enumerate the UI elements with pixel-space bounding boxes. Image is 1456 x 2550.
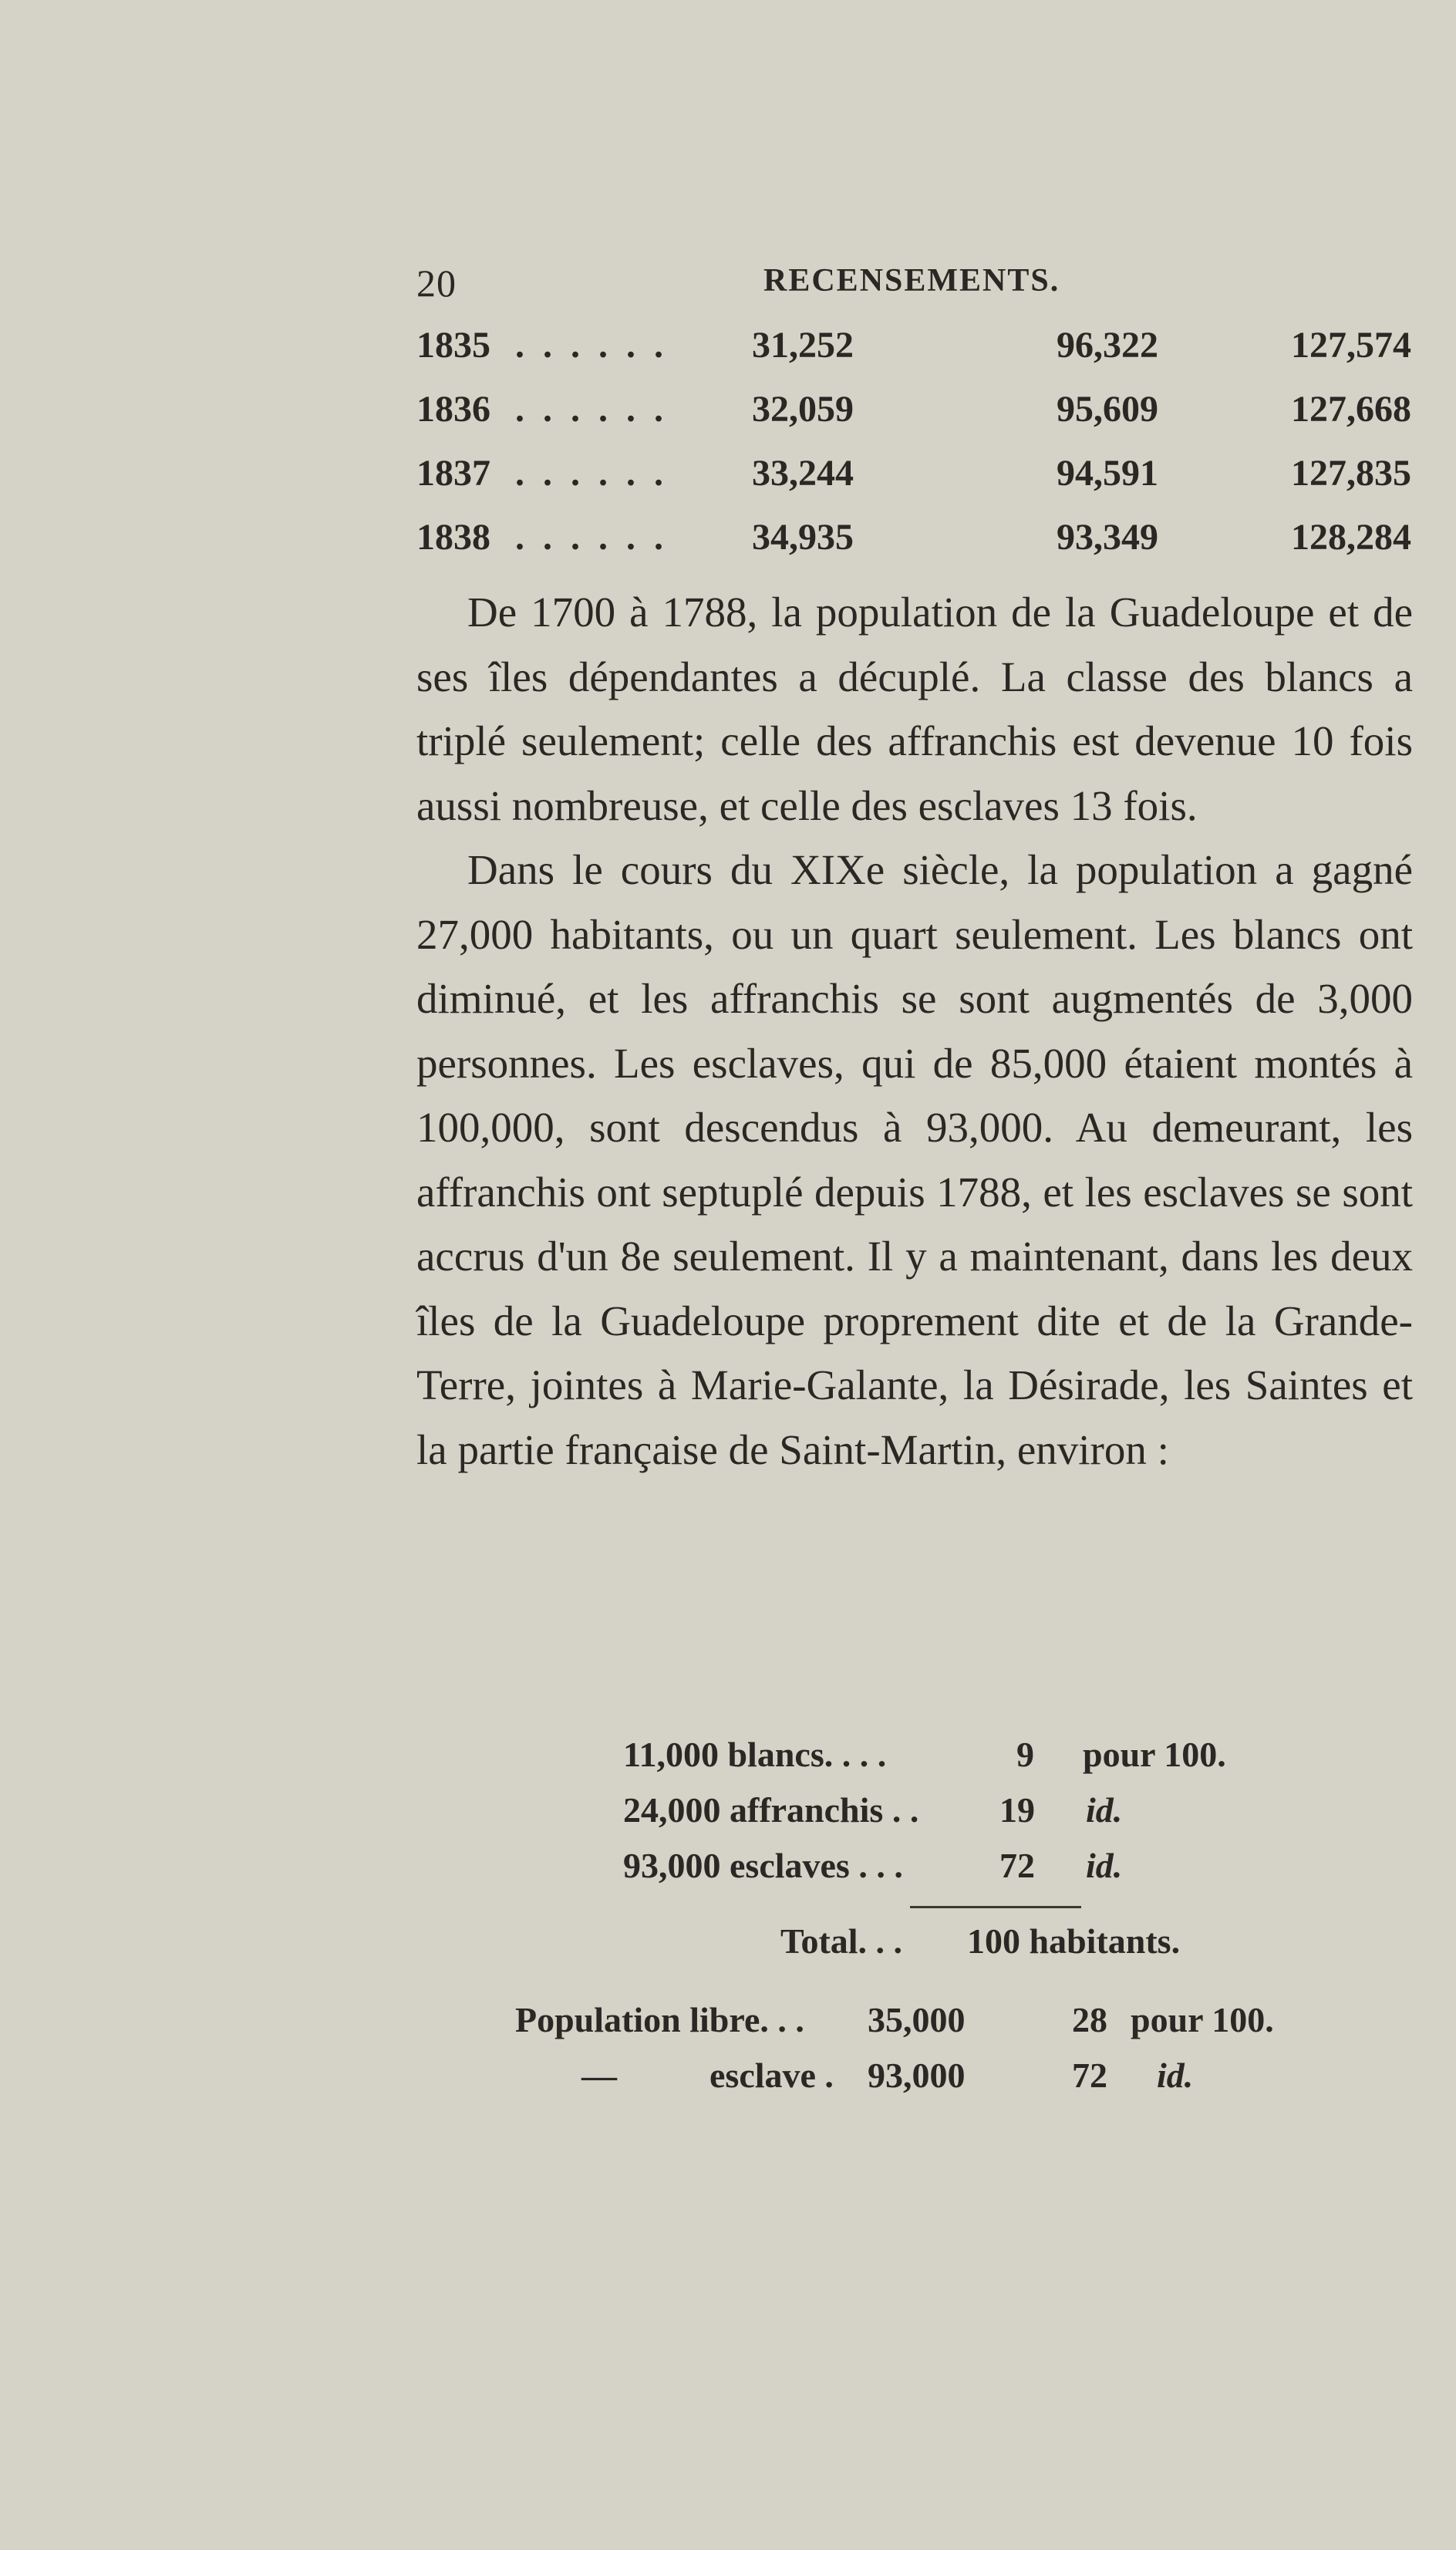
summary-unit: id. <box>1086 1790 1123 1830</box>
census-value-free: 33,244 <box>752 453 854 494</box>
paragraph-nineteenth-century: Dans le cours du XIXe siècle, la population a gagné 27,000 habitants, ou un quart seulement. Les blancs ont diminué, et les affranchis se sont augmentés de 3,000 personnes. Les esclaves, qui de 85,000 étaient montés à 100,000, sont descendus à 93,000. Au demeurant, les affranchis ont septuplé depuis 1788, et les esclaves se sont accrus d'un 8e seulement. Il y a maintenant, dans les deux îles de la Guadeloupe proprement dite et de la Grande-Terre, jointes à Marie-Galante, la Désirade, les Saintes et la partie française de Saint-Martin, environ : <box>416 846 1413 1473</box>
census-value-slaves: 94,591 <box>1057 453 1158 494</box>
census-value-free: 32,059 <box>752 389 854 430</box>
total-rule <box>910 1906 1081 1908</box>
census-value-slaves: 95,609 <box>1057 389 1158 430</box>
summary-label: 24,000 affranchis . . <box>623 1790 919 1830</box>
summary-value: 100 habitants. <box>967 1921 1181 1961</box>
summary-unit: id. <box>1086 1846 1123 1885</box>
page-number: 20 <box>416 261 457 305</box>
summary-value: 93,000 <box>868 2056 966 2095</box>
census-value-total: 127,835 <box>1291 453 1411 494</box>
paragraph-growth-1700-1788: De 1700 à 1788, la population de la Guadeloupe et de ses îles dépendantes a décuplé. La classe des blancs a triplé seulement; celle des affranchis est devenue 10 fois aussi nombreuse, et celle des esclaves 13 fois. <box>416 589 1413 829</box>
summary-label: Population libre. . . <box>515 2000 804 2039</box>
census-value-total: 127,668 <box>1291 389 1411 430</box>
summary-value: 35,000 <box>868 2000 966 2039</box>
census-value-free: 34,935 <box>752 517 854 558</box>
summary-unit: pour 100. <box>1131 2000 1274 2039</box>
page-header <box>416 261 1411 307</box>
census-year: 1837 <box>416 453 490 494</box>
census-value-slaves: 96,322 <box>1057 325 1158 366</box>
summary-percent: 72 <box>1072 2056 1107 2095</box>
summary-label: esclave . <box>709 2056 834 2095</box>
census-row <box>416 388 1411 452</box>
ditto-dash: — <box>581 2056 617 2095</box>
body-text <box>416 580 1413 1482</box>
summary-value: 72 <box>999 1846 1035 1885</box>
census-year: 1838 <box>416 517 490 558</box>
summary-unit: id. <box>1157 2056 1194 2095</box>
census-value-slaves: 93,349 <box>1057 517 1158 558</box>
leader-dots: . . . . . . <box>515 517 668 558</box>
census-value-total: 128,284 <box>1291 517 1411 558</box>
census-value-free: 31,252 <box>752 325 854 366</box>
summary-label: 11,000 blancs. . . . <box>623 1735 887 1774</box>
census-row <box>416 324 1411 388</box>
census-year: 1835 <box>416 325 490 366</box>
summary-label: 93,000 esclaves . . . <box>623 1846 903 1885</box>
running-title: RECENSEMENTS. <box>763 263 1060 299</box>
summary-label: Total. . . <box>780 1921 903 1961</box>
leader-dots: . . . . . . <box>515 325 668 366</box>
summary-value: 19 <box>999 1790 1035 1830</box>
summary-percent: 28 <box>1072 2000 1107 2039</box>
census-value-total: 127,574 <box>1291 325 1411 366</box>
census-row <box>416 516 1411 580</box>
census-year: 1836 <box>416 389 490 430</box>
leader-dots: . . . . . . <box>515 389 668 430</box>
summary-value: 9 <box>1016 1735 1034 1774</box>
census-row <box>416 452 1411 516</box>
census-table <box>416 324 1411 580</box>
leader-dots: . . . . . . <box>515 453 668 494</box>
summary-unit: pour 100. <box>1083 1735 1226 1774</box>
